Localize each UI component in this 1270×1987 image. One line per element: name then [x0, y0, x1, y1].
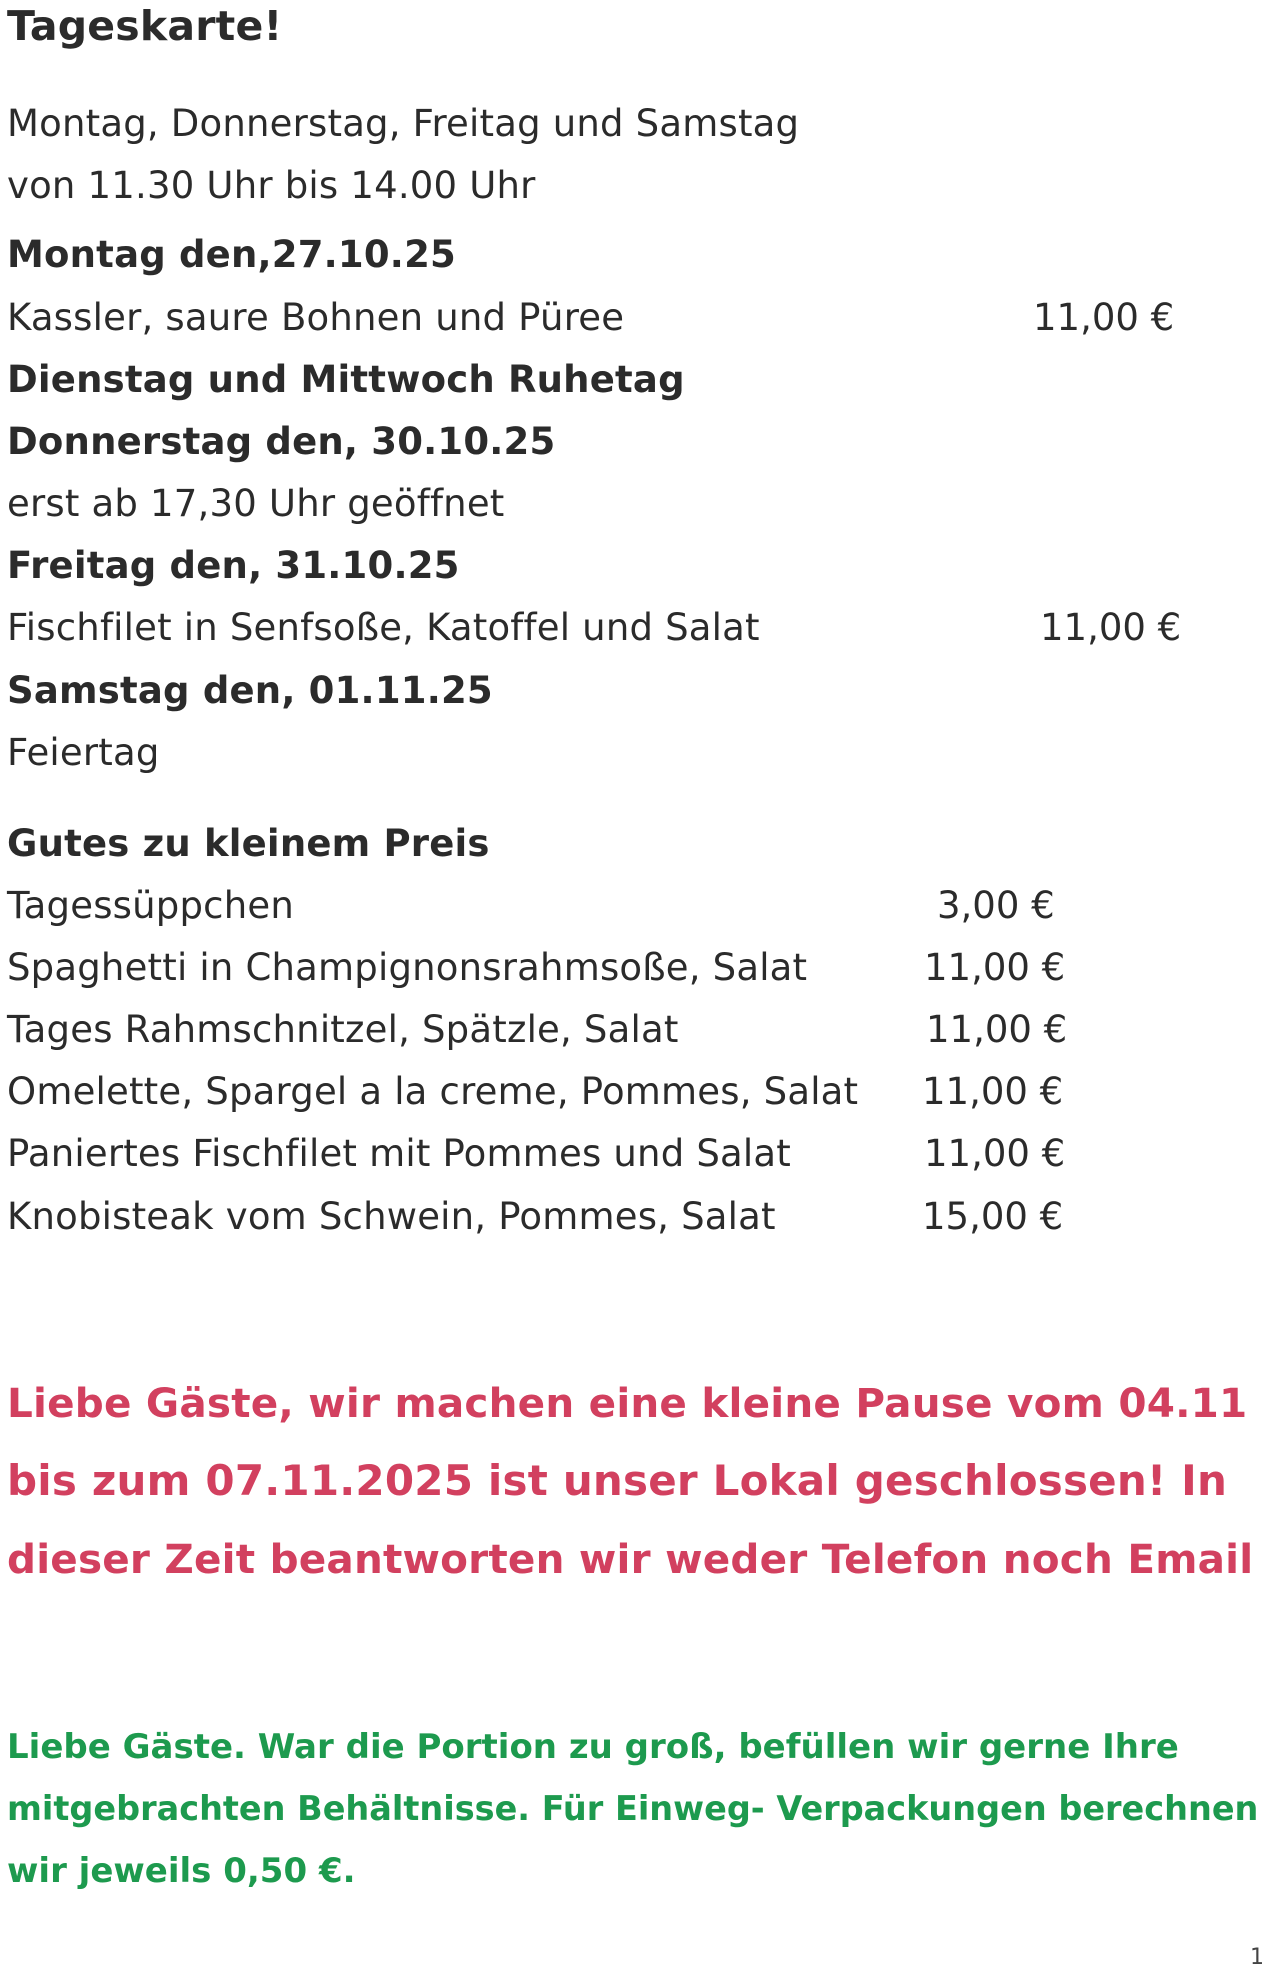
- specials-item-name: Tages Rahmschnitzel, Spätzle, Salat: [7, 1008, 679, 1051]
- monday-heading: Montag den,27.10.25: [7, 233, 456, 276]
- specials-item-price: 11,00 €: [922, 1070, 1064, 1113]
- closure-notice-line: Liebe Gäste, wir machen eine kleine Pause vom 04.11: [7, 1379, 1248, 1427]
- specials-item-name: Spaghetti in Champignonsrahmsoße, Salat: [7, 946, 808, 989]
- opening-hours: von 11.30 Uhr bis 14.00 Uhr: [7, 164, 536, 207]
- monday-dish: Kassler, saure Bohnen und Püree: [7, 296, 625, 339]
- opening-days: Montag, Donnerstag, Freitag und Samstag: [7, 102, 800, 145]
- specials-heading: Gutes zu kleinem Preis: [7, 822, 490, 865]
- specials-item-name: Tagessüppchen: [7, 884, 294, 927]
- friday-price: 11,00 €: [1040, 606, 1182, 649]
- thursday-note: erst ab 17,30 Uhr geöffnet: [7, 482, 505, 525]
- specials-item-name: Knobisteak vom Schwein, Pommes, Salat: [7, 1195, 776, 1238]
- friday-dish: Fischfilet in Senfsoße, Katoffel und Salat: [7, 606, 760, 649]
- specials-item-price: 11,00 €: [926, 1008, 1068, 1051]
- takeaway-notice-line: mitgebrachten Behältnisse. Für Einweg- Verpackungen berechnen: [7, 1789, 1259, 1828]
- specials-item-price: 3,00 €: [937, 884, 1055, 927]
- specials-item-name: Paniertes Fischfilet mit Pommes und Salat: [7, 1132, 791, 1175]
- saturday-note: Feiertag: [7, 731, 160, 774]
- specials-item-price: 11,00 €: [924, 1132, 1066, 1175]
- specials-item-name: Omelette, Spargel a la creme, Pommes, Salat: [7, 1070, 859, 1113]
- takeaway-notice-line: Liebe Gäste. War die Portion zu groß, befüllen wir gerne Ihre: [7, 1727, 1179, 1767]
- monday-price: 11,00 €: [1033, 296, 1175, 339]
- specials-item-price: 15,00 €: [922, 1195, 1064, 1238]
- specials-item-price: 11,00 €: [924, 946, 1066, 989]
- closure-notice-line: dieser Zeit beantworten wir weder Telefon noch Email: [7, 1535, 1254, 1583]
- page-number: 1: [1250, 1945, 1264, 1970]
- saturday-heading: Samstag den, 01.11.25: [7, 669, 493, 712]
- friday-heading: Freitag den, 31.10.25: [7, 544, 460, 587]
- closure-notice-line: bis zum 07.11.2025 ist unser Lokal geschlossen! In: [7, 1456, 1228, 1505]
- rest-days-note: Dienstag und Mittwoch Ruhetag: [7, 358, 685, 401]
- page-title: Tageskarte!: [7, 2, 283, 50]
- thursday-heading: Donnerstag den, 30.10.25: [7, 420, 556, 463]
- takeaway-notice-line: wir jeweils 0,50 €.: [7, 1851, 356, 1891]
